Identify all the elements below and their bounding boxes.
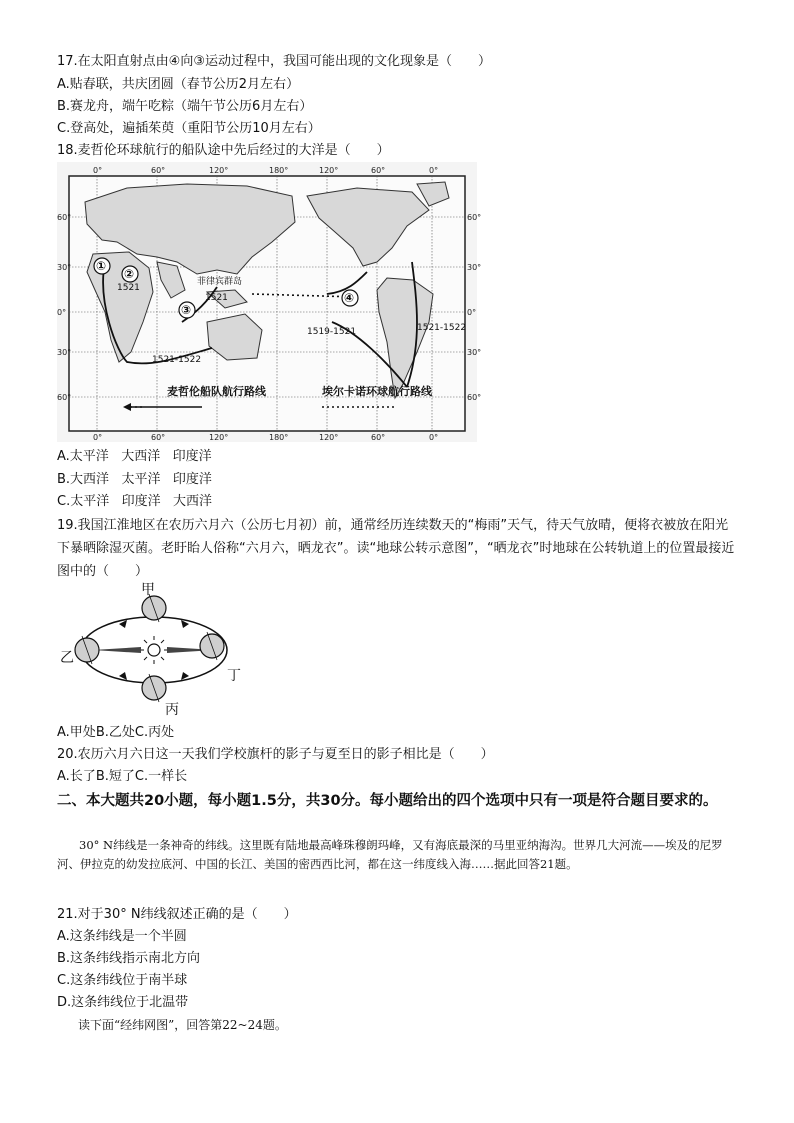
orbit-label-yi: 乙 — [60, 650, 74, 666]
lat-left-0: 60° — [57, 213, 72, 222]
q20-options — [57, 767, 187, 787]
lat-right-3: 30° — [467, 348, 482, 357]
q18-option-b: B.大西洋 太平洋 印度洋 — [57, 472, 212, 487]
q20-option-c: C.一样长 — [134, 769, 188, 784]
lat-left-2: 0° — [57, 308, 67, 317]
marker-1: ① — [96, 259, 107, 273]
q21-stem: 21.对于30° N纬线叙述正确的是（ ） — [57, 907, 297, 922]
lon-bottom-0: 0° — [93, 433, 103, 442]
q21-option-c: C.这条纬线位于南半球 — [57, 973, 188, 988]
marker-3: ③ — [181, 303, 192, 317]
q18-option-c: C.太平洋 印度洋 大西洋 — [57, 494, 213, 509]
q19-option-c: C.丙处 — [134, 725, 175, 740]
orbit-label-bing: 丙 — [165, 702, 179, 718]
lat-right-4: 60° — [467, 393, 482, 402]
magellan-route-map — [57, 162, 482, 442]
lat-right-1: 30° — [467, 263, 482, 272]
year-label-4: 1521-1522 — [417, 323, 467, 333]
instruction: 读下面“经纬网图”，回答第22~24题。 — [78, 1018, 287, 1032]
marker-4: ④ — [344, 291, 355, 305]
legend-elcano: 埃尔卡诺环球航行路线 — [322, 385, 432, 398]
lat-right-2: 0° — [467, 308, 477, 317]
q18-option-a: A.太平洋 大西洋 印度洋 — [57, 449, 212, 464]
q19-options — [57, 723, 174, 743]
q21-option-d: D.这条纬线位于北温带 — [57, 995, 189, 1010]
year-label-2: 1519-1521 — [307, 327, 357, 337]
q18-stem: 18.麦哲伦环球航行的船队途中先后经过的大洋是（ ） — [57, 143, 390, 158]
lat-right-0: 60° — [467, 213, 482, 222]
q21-option-b: B.这条纬线指示南北方向 — [57, 951, 201, 966]
lon-top-0: 0° — [93, 166, 103, 175]
lon-bottom-2: 120° — [209, 433, 229, 442]
lon-top-1: 60° — [151, 166, 166, 175]
section-heading: 二、本大题共20小题，每小题1.5分，共30分。每小题给出的四个选项中只有一项是符合题目要求的。 — [57, 793, 718, 809]
place-label: 菲律宾群岛 — [197, 277, 243, 287]
lon-bottom-1: 60° — [151, 433, 166, 442]
lon-top-2: 120° — [209, 166, 229, 175]
year-label-1: 1521 — [205, 293, 228, 303]
q20-stem: 20.农历六月六日这一天我们学校旗杆的影子与夏至日的影子相比是（ ） — [57, 747, 494, 762]
lon-top-3: 180° — [269, 166, 289, 175]
q19-option-b: B.乙处 — [95, 725, 135, 740]
orbit-label-ding: 丁 — [227, 668, 241, 684]
lon-top-4: 120° — [319, 166, 339, 175]
lon-bottom-3: 180° — [269, 433, 289, 442]
lat-left-1: 30° — [57, 263, 72, 272]
lon-bottom-5: 60° — [371, 433, 386, 442]
q17-option-a: A.贴春联，共庆团圆（春节公历2月左右） — [57, 77, 300, 92]
year-label-3: 1521-1522 — [152, 355, 202, 365]
q20-option-b: B.短了 — [95, 769, 135, 784]
lon-top-5: 60° — [371, 166, 386, 175]
q20-option-a: A.长了 — [57, 769, 96, 784]
q17-stem: 17.在太阳直射点由④向③运动过程中，我国可能出现的文化现象是（ ） — [57, 54, 491, 69]
q19-stem: 19.我国江淮地区在农历六月六（公历七月初）前，通常经历连续数天的“梅雨”天气，待天气放晴，便将衣被放在阳光下暴晒除湿灭菌。老盱眙人俗称“六月六，晒龙衣”。读“地球公转示意图”，“晒龙衣”时地球在公转轨道上的位置最接近图中的（ ） — [57, 518, 735, 579]
q17-option-c: C.登高处，遍插茱萸（重阳节公历10月左右） — [57, 121, 321, 136]
orbit-label-jia: 甲 — [141, 582, 155, 598]
passage: 30° N纬线是一条神奇的纬线。这里既有陆地最高峰珠穆朗玛峰，又有海底最深的马里亚纳海沟。世界几大河流——埃及的尼罗河、伊拉克的幼发拉底河、中国的长江、美国的密西西比河，都在这一纬度线入海……据此回答21题。 — [57, 838, 723, 871]
marker-2: ② — [124, 267, 135, 281]
legend-magellan: 麦哲伦船队航行路线 — [167, 385, 266, 398]
q21-option-a: A.这条纬线是一个半圆 — [57, 929, 187, 944]
lat-left-4: 60° — [57, 393, 72, 402]
q17-option-b: B.赛龙舟，端午吃粽（端午节公历6月左右） — [57, 99, 313, 114]
q19-option-a: A.甲处 — [57, 725, 96, 740]
year-label-5: 1521 — [117, 283, 140, 293]
earth-orbit-diagram — [57, 580, 252, 718]
lon-bottom-4: 120° — [319, 433, 339, 442]
lat-left-3: 30° — [57, 348, 72, 357]
lon-top-6: 0° — [429, 166, 439, 175]
lon-bottom-6: 0° — [429, 433, 439, 442]
